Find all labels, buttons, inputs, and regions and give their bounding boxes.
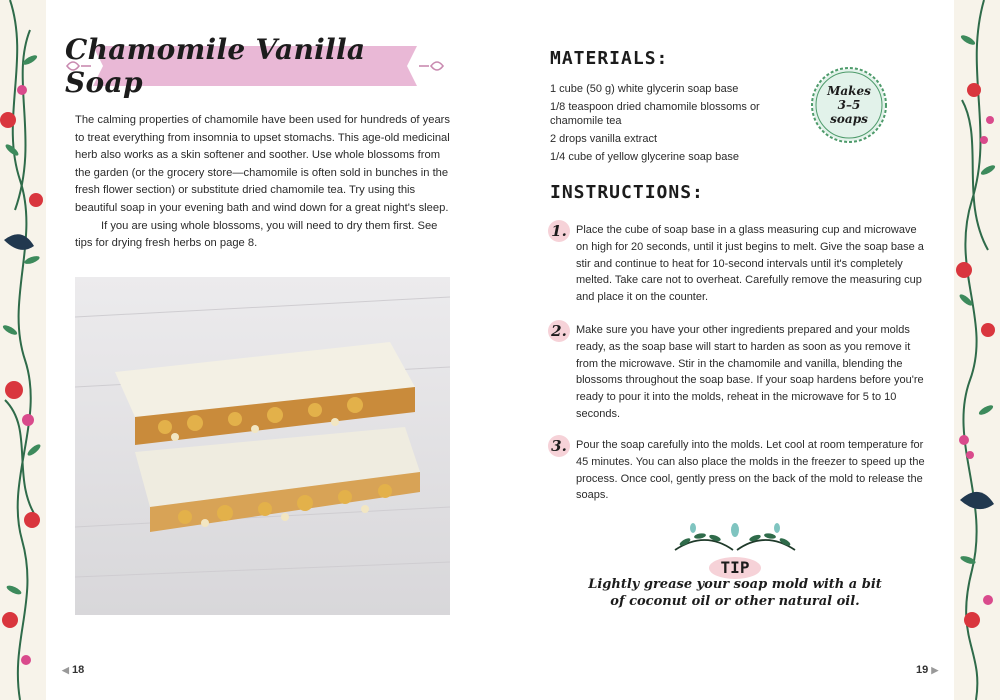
instruction-step (548, 222, 928, 306)
recipe-title: Chamomile Vanilla Soap (65, 33, 366, 99)
step-number: 3. (551, 437, 567, 455)
step-number-badge (548, 220, 570, 242)
intro-text (75, 112, 453, 253)
step-number-badge (548, 435, 570, 457)
step-text: Place the cube of soap base in a glass measuring cup and microwave on high for 20 seconds, until it just begins to melt. Give the soap base a stir and continue to heat for 10-second intervals until it's completely melted. Take care not to overheat. Carefully remove the measuring cup and place it on the counter. (576, 224, 924, 304)
floral-border-left (0, 0, 46, 700)
step-number: 1. (551, 222, 567, 240)
page-number-right (916, 664, 938, 676)
soap-image (75, 277, 450, 615)
materials-item: 1/4 cube of yellow glycerine soap base (550, 151, 739, 163)
materials-list (550, 82, 800, 168)
instruction-step (548, 437, 928, 504)
makes-badge (808, 64, 890, 146)
materials-item: 2 drops vanilla extract (550, 133, 657, 145)
intro-paragraph: If you are using whole blossoms, you will need to dry them first. See tips for drying fresh herbs on page 8. (75, 219, 438, 250)
soap-photo (75, 277, 450, 615)
tip-text: Lightly grease your soap mold with a bit of coconut oil or other natural oil. (588, 577, 882, 609)
step-number: 2. (551, 322, 567, 340)
floral-border-right (954, 0, 1000, 700)
step-number-badge (548, 320, 570, 342)
page-number-left (62, 664, 84, 676)
materials-item: 1 cube (50 g) white glycerin soap base (550, 83, 739, 95)
instructions-heading: INSTRUCTIONS: (550, 182, 704, 203)
tip-box (585, 520, 885, 615)
fish-icon: ◀ (62, 665, 69, 675)
floral-pattern-right (954, 0, 1000, 700)
intro-paragraph: The calming properties of chamomile have been used for hundreds of years to treat everything from insomnia to upset stomachs. This age-old medicinal herb also works as a skin softener and soother. Use whole blossoms from the garden (or the grocery store—chamomile is often sold in bunches in the fresh flower section) or substitute dried chamomile tea. Try using this beautiful soap in your evening bath and wind down for a great night's sleep. (75, 114, 450, 214)
step-text: Pour the soap carefully into the molds. Let cool at room temperature for 45 minutes. You can also place the molds in the freezer to speed up the process. Once cool, gently press on the back of the mold to release the soaps. (576, 439, 925, 502)
page-number-value: 18 (71, 664, 85, 676)
page-number-value: 19 (916, 664, 929, 676)
makes-text: Makes 3–5 soaps (827, 84, 871, 126)
title-banner (65, 33, 445, 99)
floral-pattern-left (0, 0, 46, 700)
tip-label: TIP (720, 558, 750, 577)
instruction-step (548, 322, 928, 423)
materials-heading: MATERIALS: (550, 48, 669, 69)
materials-item: 1/8 teaspoon dried chamomile blossoms or chamomile tea (550, 101, 760, 127)
step-text: Make sure you have your other ingredients prepared and your molds ready, as the soap base will start to harden as soon as you remove it from the microwave. Stir in the chamomile and vanilla, blending the blossoms throughout the soap base. If your soap hardens before you're ready to pour it into the molds, reheat in the microwave for 5 to 10 seconds. (576, 324, 924, 420)
fish-icon: ▶ (931, 665, 939, 675)
